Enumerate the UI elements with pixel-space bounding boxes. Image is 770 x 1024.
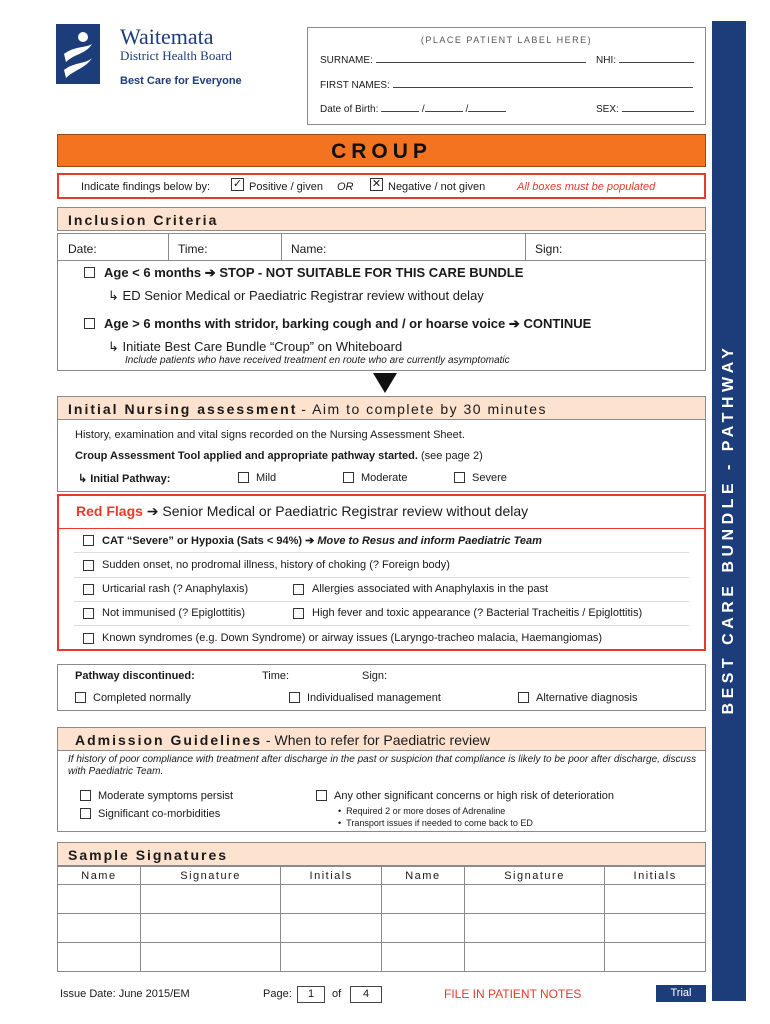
individualised-checkbox[interactable] bbox=[289, 692, 300, 703]
red-flags-divider bbox=[59, 528, 704, 529]
arrow-right-icon: ➔ bbox=[508, 316, 520, 331]
adrenaline-label: Required 2 or more doses of Adrenaline bbox=[346, 806, 506, 816]
discontinued-label: Pathway discontinued: bbox=[75, 670, 195, 682]
sig-col-signature: Signature bbox=[140, 867, 280, 885]
or-label: OR bbox=[337, 181, 354, 193]
inclusion-date[interactable]: Date: bbox=[68, 242, 97, 256]
alternative-diagnosis-checkbox[interactable] bbox=[518, 692, 529, 703]
sig-cell[interactable] bbox=[605, 914, 706, 943]
nursing-line1: History, examination and vital signs recorded on the Nursing Assessment Sheet. bbox=[75, 429, 465, 441]
inclusion-sign[interactable]: Sign: bbox=[535, 242, 563, 256]
sig-cell[interactable] bbox=[58, 914, 141, 943]
inclusion-name[interactable]: Name: bbox=[291, 242, 327, 256]
file-in-notes: FILE IN PATIENT NOTES bbox=[444, 987, 582, 1001]
signatures-table bbox=[57, 866, 706, 972]
admission-header bbox=[57, 727, 706, 751]
cat-severe-action: Move to Resus and inform Paediatric Team bbox=[317, 535, 542, 547]
sig-cell[interactable] bbox=[381, 885, 464, 914]
logo-figure-icon bbox=[56, 24, 100, 84]
sudden-onset-checkbox[interactable] bbox=[83, 560, 94, 571]
first-names-field[interactable] bbox=[320, 80, 693, 91]
negative-label: Negative / not given bbox=[388, 181, 486, 193]
title-bar bbox=[57, 134, 706, 167]
other-concerns-label: Any other significant concerns or high risk of deterioration bbox=[334, 790, 615, 802]
age-under-6-label: Age < 6 months bbox=[104, 265, 202, 280]
red-flags-heading-line bbox=[76, 503, 528, 520]
stop-label: STOP - NOT SUITABLE FOR THIS CARE BUNDLE bbox=[219, 265, 524, 280]
pathway-discontinued-box bbox=[57, 664, 706, 711]
admission-heading-line bbox=[75, 732, 490, 748]
dob-sep: / bbox=[465, 104, 469, 115]
pathway-severe-checkbox[interactable] bbox=[454, 472, 465, 483]
discontinued-time[interactable]: Time: bbox=[262, 670, 290, 682]
high-fever-checkbox[interactable] bbox=[293, 608, 304, 619]
sig-col-initials: Initials bbox=[281, 867, 382, 885]
sudden-onset-label: Sudden onset, no prodromal illness, history of choking (? Foreign body) bbox=[102, 559, 450, 571]
sig-cell[interactable] bbox=[381, 943, 464, 972]
known-syndromes-label: Known syndromes (e.g. Down Syndrome) or airway issues (Laryngo-tracheo malacia, Haemangiomas) bbox=[102, 632, 603, 644]
sig-cell[interactable] bbox=[140, 943, 280, 972]
positive-check-icon: ✓ bbox=[232, 178, 243, 190]
urticarial-label: Urticarial rash (? Anaphylaxis) bbox=[102, 583, 249, 595]
positive-label: Positive / given bbox=[249, 181, 323, 193]
discontinued-sign[interactable]: Sign: bbox=[362, 670, 388, 682]
nursing-heading: Initial Nursing assessment bbox=[68, 401, 298, 417]
brand-name: Waitemata bbox=[120, 24, 214, 49]
pathway-moderate-label: Moderate bbox=[361, 472, 408, 484]
nursing-line2 bbox=[75, 450, 483, 462]
dob-label: Date of Birth: bbox=[320, 104, 379, 115]
row-divider bbox=[74, 625, 689, 626]
page-title: CROUP bbox=[331, 140, 432, 163]
inclusion-signoff-row bbox=[57, 233, 706, 261]
cat-severe-label: CAT “Severe” or Hypoxia (Sats < 94%) bbox=[102, 535, 303, 547]
allergies-checkbox[interactable] bbox=[293, 584, 304, 595]
sig-cell[interactable] bbox=[464, 914, 604, 943]
red-flags-action: Senior Medical or Paediatric Registrar review without delay bbox=[162, 503, 529, 519]
sig-col-signature: Signature bbox=[464, 867, 604, 885]
completed-normally-label: Completed normally bbox=[93, 692, 191, 704]
admission-heading: Admission Guidelines bbox=[75, 732, 263, 748]
inclusion-header bbox=[57, 207, 706, 231]
divider bbox=[525, 234, 526, 260]
sig-cell[interactable] bbox=[605, 943, 706, 972]
logo bbox=[56, 24, 100, 84]
age-under-6-sub bbox=[108, 288, 484, 304]
row-divider bbox=[74, 601, 689, 602]
adrenaline-bullet: • Required 2 or more doses of Adrenaline bbox=[338, 806, 506, 816]
cat-severe-checkbox[interactable] bbox=[83, 535, 94, 546]
arrow-right-icon: ➔ bbox=[146, 503, 159, 519]
dob-sep: / bbox=[421, 104, 425, 115]
populate-note: All boxes must be populated bbox=[517, 181, 656, 193]
other-concerns-checkbox[interactable] bbox=[316, 790, 327, 801]
moderate-persist-label: Moderate symptoms persist bbox=[98, 790, 234, 802]
inclusion-body bbox=[57, 261, 706, 371]
age-under-6-item bbox=[104, 265, 523, 281]
sig-cell[interactable] bbox=[281, 914, 382, 943]
divider bbox=[281, 234, 282, 260]
nhi-field[interactable] bbox=[596, 55, 694, 66]
pathway-mild-label: Mild bbox=[256, 472, 277, 484]
en-route-note: Include patients who have received treatment en route who are currently asymptomatic bbox=[125, 355, 510, 366]
moderate-persist-checkbox[interactable] bbox=[80, 790, 91, 801]
continue-label: CONTINUE bbox=[523, 316, 592, 331]
flow-arrow-icon bbox=[373, 373, 397, 393]
cat-severe-item bbox=[102, 534, 542, 547]
inclusion-heading: Inclusion Criteria bbox=[68, 212, 219, 228]
surname-field[interactable] bbox=[320, 55, 586, 66]
sig-col-initials: Initials bbox=[605, 867, 706, 885]
sig-cell[interactable] bbox=[281, 943, 382, 972]
nursing-heading-sub: - Aim to complete by 30 minutes bbox=[301, 401, 547, 417]
initial-pathway-label: Initial Pathway: bbox=[90, 473, 171, 485]
see-page-label: (see page 2) bbox=[420, 450, 483, 462]
comorbidities-checkbox[interactable] bbox=[80, 808, 91, 819]
sig-cell[interactable] bbox=[381, 914, 464, 943]
transport-label: Transport issues if needed to come back to ED bbox=[346, 818, 533, 828]
cat-applied-label: Croup Assessment Tool applied and appropriate pathway started. bbox=[75, 450, 418, 462]
urticarial-checkbox[interactable] bbox=[83, 584, 94, 595]
known-syndromes-checkbox[interactable] bbox=[83, 633, 94, 644]
first-names-label: FIRST NAMES: bbox=[320, 80, 390, 91]
divider bbox=[168, 234, 169, 260]
sig-col-name: Name bbox=[381, 867, 464, 885]
sig-col-name: Name bbox=[58, 867, 141, 885]
table-row bbox=[58, 914, 706, 943]
patient-label-box bbox=[307, 27, 706, 125]
sig-cell[interactable] bbox=[605, 885, 706, 914]
nhi-label: NHI: bbox=[596, 55, 616, 66]
row-divider bbox=[74, 577, 689, 578]
age-over-6-label: Age > 6 months with stridor, barking cough and / or hoarse voice bbox=[104, 316, 506, 331]
sex-field[interactable] bbox=[596, 104, 694, 115]
nursing-body bbox=[57, 420, 706, 492]
transport-bullet: • Transport issues if needed to come back to ED bbox=[338, 818, 533, 828]
sex-label: SEX: bbox=[596, 104, 619, 115]
trial-badge: Trial bbox=[656, 985, 706, 1002]
nursing-header bbox=[57, 396, 706, 420]
table-row bbox=[58, 885, 706, 914]
not-immunised-label: Not immunised (? Epiglottitis) bbox=[102, 607, 246, 619]
return-arrow-icon: ↳ bbox=[108, 339, 119, 354]
sidebar-band bbox=[712, 21, 746, 1001]
table-row bbox=[58, 943, 706, 972]
sig-cell[interactable] bbox=[281, 885, 382, 914]
admission-note: If history of poor compliance with treatment after discharge in the past or suspicion that compliance is likely to be poor after discharge, discuss with Paediatric Team. bbox=[68, 754, 697, 777]
indicate-findings-box bbox=[57, 173, 706, 199]
surname-label: SURNAME: bbox=[320, 55, 373, 66]
high-fever-label: High fever and toxic appearance (? Bacterial Tracheitis / Epiglottitis) bbox=[312, 607, 643, 619]
nursing-heading-line bbox=[68, 401, 547, 417]
completed-normally-checkbox[interactable] bbox=[75, 692, 86, 703]
brand-org: District Health Board bbox=[120, 48, 232, 63]
sig-cell[interactable] bbox=[140, 885, 280, 914]
indicate-intro: Indicate findings below by: bbox=[81, 181, 211, 193]
pathway-label bbox=[78, 472, 170, 485]
inclusion-time[interactable]: Time: bbox=[178, 242, 208, 256]
registrar-review-label: ED Senior Medical or Paediatric Registrar review without delay bbox=[122, 288, 484, 303]
brand-tagline: Best Care for Everyone bbox=[120, 75, 242, 87]
return-arrow-icon: ↳ bbox=[108, 288, 119, 303]
admission-heading-sub: - When to refer for Paediatric review bbox=[265, 732, 491, 748]
issue-date: Issue Date: June 2015/EM bbox=[60, 988, 190, 1000]
sig-cell[interactable] bbox=[464, 885, 604, 914]
return-arrow-icon: ↳ bbox=[78, 473, 88, 485]
page-number-field[interactable]: 1 bbox=[297, 986, 325, 1003]
red-flags-heading: Red Flags bbox=[76, 503, 143, 519]
page-of: of bbox=[332, 988, 342, 1000]
page-total-field: 4 bbox=[350, 986, 382, 1003]
allergies-label: Allergies associated with Anaphylaxis in the past bbox=[312, 583, 549, 595]
signatures-heading: Sample Signatures bbox=[68, 847, 229, 863]
row-divider bbox=[74, 552, 689, 553]
sig-cell[interactable] bbox=[58, 943, 141, 972]
age-over-6-item bbox=[104, 316, 591, 332]
arrow-right-icon: ➔ bbox=[305, 535, 315, 547]
patient-label-title: (PLACE PATIENT LABEL HERE) bbox=[420, 35, 593, 45]
sig-cell[interactable] bbox=[464, 943, 604, 972]
sig-cell[interactable] bbox=[58, 885, 141, 914]
signatures-header bbox=[57, 842, 706, 866]
initiate-bundle-label: Initiate Best Care Bundle “Croup” on Whiteboard bbox=[122, 339, 403, 354]
arrow-right-icon: ➔ bbox=[204, 265, 216, 280]
admission-body bbox=[57, 751, 706, 832]
alternative-diagnosis-label: Alternative diagnosis bbox=[536, 692, 638, 704]
pathway-severe-label: Severe bbox=[472, 472, 507, 484]
pathway-mild-checkbox[interactable] bbox=[238, 472, 249, 483]
pathway-moderate-checkbox[interactable] bbox=[343, 472, 354, 483]
age-over-6-sub bbox=[108, 339, 402, 355]
not-immunised-checkbox[interactable] bbox=[83, 608, 94, 619]
comorbidities-label: Significant co-morbidities bbox=[98, 808, 221, 820]
sidebar-text: BEST CARE BUNDLE - PATHWAY bbox=[720, 343, 737, 715]
negative-cross-icon: ✕ bbox=[371, 178, 382, 190]
age-over-6-checkbox[interactable] bbox=[84, 318, 95, 329]
sig-cell[interactable] bbox=[140, 914, 280, 943]
red-flags-box bbox=[57, 494, 706, 651]
individualised-label: Individualised management bbox=[307, 692, 441, 704]
age-under-6-checkbox[interactable] bbox=[84, 267, 95, 278]
page-label: Page: bbox=[263, 988, 292, 1000]
dob-field[interactable] bbox=[320, 104, 506, 115]
